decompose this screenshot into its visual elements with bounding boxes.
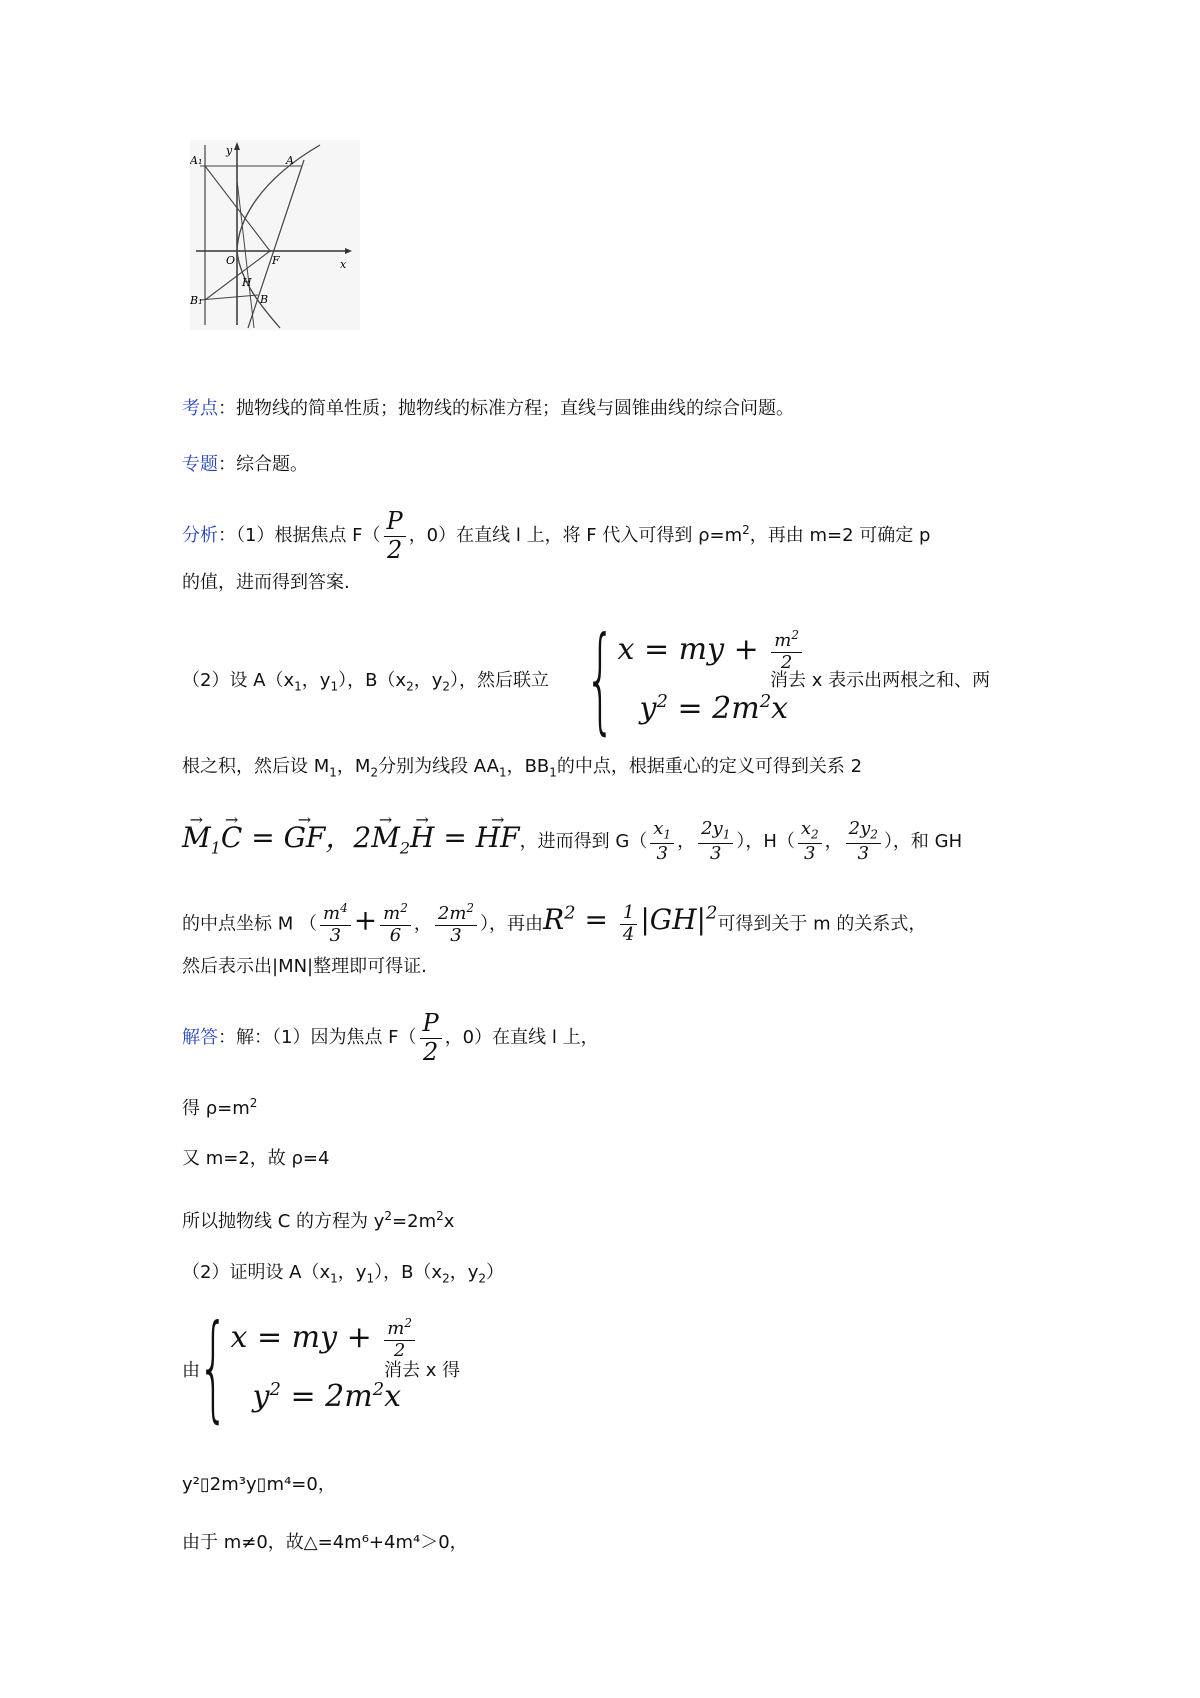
jieda-line-6-post: 消去 x 得 — [384, 1360, 461, 1381]
jieda-line-2: 得 $\rho=m^2$ — [182, 1096, 258, 1119]
jieda-line-5: （2）证明设 $A(x_1$，$y_1$），$B(x_2$，$y_2$） — [182, 1262, 505, 1286]
jieda-line-3: 又 m=2，故 ρ=4 — [182, 1148, 330, 1169]
zhuanti-text: ：综合题。 — [218, 454, 308, 475]
fenxi-line-4: 根之积，然后设 $M_1$，$M_2$分别为线段 $AA_1$，$BB_1$的中点，根据重心的定义可得到关系 2 — [182, 756, 863, 780]
label-O: O — [226, 254, 236, 267]
fenxi-label: 分析 — [182, 525, 218, 546]
fenxi-line-3b: 消去 x 表示出两根之和、两 — [770, 670, 991, 691]
label-H: H — [242, 276, 252, 289]
jieda-label: 解答 — [182, 1027, 218, 1048]
fenxi-line-1: 分析：（1）根据焦点 F（ $\frac{P}{2}$ ，0）在直线 l 上，将 F 代入可得到 $\rho=m^2$，再由 m=2 可确定 p — [182, 506, 931, 564]
fenxi-line-2: 的值，进而得到答案. — [182, 572, 350, 593]
zhuanti-label: 专题 — [182, 454, 218, 475]
label-x: x — [340, 258, 347, 271]
kaodian-line — [182, 396, 794, 422]
fenxi-text: ，0）在直线 l 上，将 F 代入可得到 ρ=m — [408, 525, 743, 546]
fenxi-text: ：（1）根据焦点 F（ — [218, 525, 381, 546]
fenxi-line-3: （2）设 $A(x_1$，$y_1$），$B(x_2$，$y_2$），然后联立 — [182, 670, 550, 694]
label-y: y — [226, 144, 233, 157]
kaodian-label: 考点 — [182, 398, 218, 419]
jieda-line-4: 所以抛物线 C 的方程为 $y^2=2m^2x$ — [182, 1209, 455, 1232]
jieda-line-6-pre: 由 — [182, 1360, 200, 1381]
jieda-line-1: 解答：解：（1）因为焦点 F（ $\frac{P}{2}$ ，0）在直线 l 上， — [182, 1008, 599, 1066]
fenxi-text: ，再由 m=2 可确定 p — [749, 525, 931, 546]
label-A1: A₁ — [190, 154, 203, 167]
equation-system-2: { x = my + $\frac{m^2}{2}$ $y^2 = 2m^2x$ — [198, 1312, 418, 1423]
label-B: B — [260, 293, 269, 306]
label-F: F — [272, 254, 280, 267]
equation-system-1: { x = my + $\frac{m^2}{2}$ $y^2 = 2m^2x$ — [585, 624, 805, 735]
parabola-figure — [190, 140, 360, 330]
label-A: A — [286, 154, 294, 167]
fenxi-line-7: 然后表示出|MN|整理即可得证. — [182, 956, 427, 977]
jieda-line-8: 由于 m≠0，故△=4m⁶+4m⁴＞0， — [182, 1532, 468, 1553]
zhuanti-line — [182, 452, 308, 478]
label-B1: B₁ — [190, 294, 203, 307]
fenxi-line-6: 的中点坐标 M （ $\frac{m^4}{3}$ + $\frac{m^2}{6}$ ， $\frac{2m^2}{3}$ ），再由$R^2$ = $\frac{1}{4}$ $|GH|^2$可得到关于 m 的关系式， — [182, 901, 927, 946]
kaodian-text: ：抛物线的简单性质；抛物线的标准方程；直线与圆锥曲线的综合问题。 — [218, 398, 794, 419]
fraction: $\frac{P}{2}$ — [384, 508, 406, 564]
jieda-line-7: y²▯2m³y▯m⁴=0， — [182, 1474, 336, 1495]
fenxi-line-5: → $M_1\to C$ = → GF，$2\to M_2\to H$ = → HF，进而得到 G（ $\frac{x_1}{3}$ ， $\frac{2y_1}{3}$ ），H（ $\frac{x_2}{3}$ ， $\frac{2y_2}{3}$ ），和 GH — [182, 808, 962, 879]
